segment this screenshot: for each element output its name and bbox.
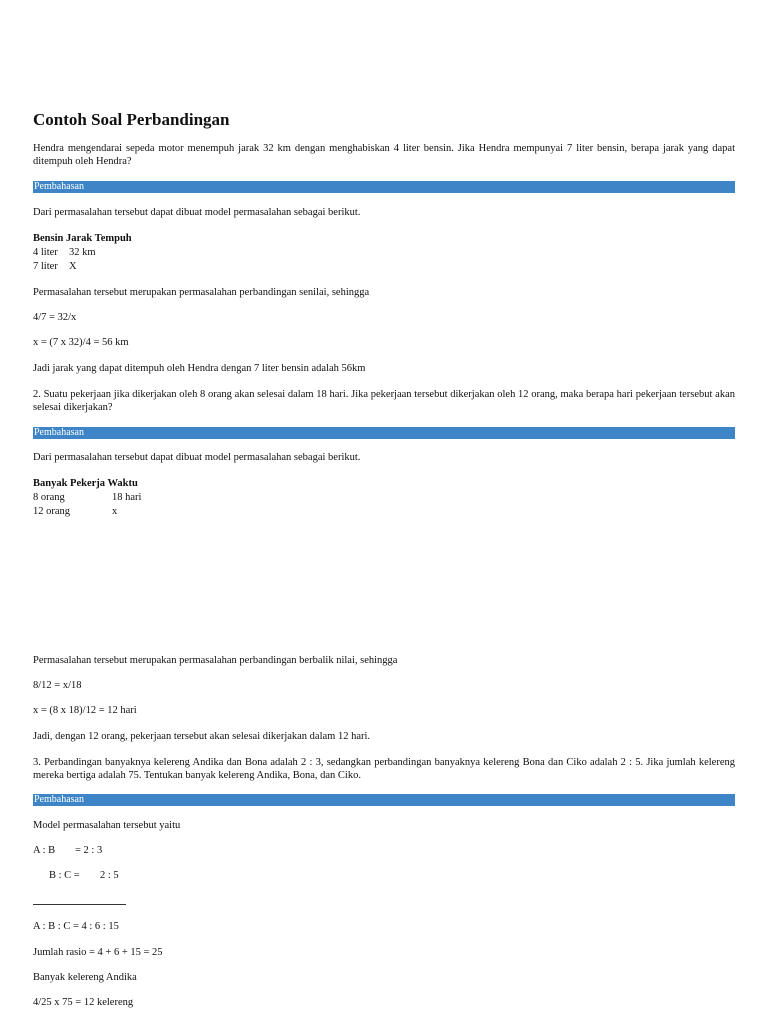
q3-pembahasan-label: Pembahasan — [34, 794, 84, 805]
q1-conclusion: Jadi jarak yang dapat ditempuh oleh Hendra dengan 7 liter bensin adalah 56km — [33, 363, 366, 374]
q1-equation-2: x = (7 x 32)/4 = 56 km — [33, 337, 129, 348]
q2-table-row — [33, 492, 142, 505]
q1-row2-b: X — [69, 261, 77, 272]
q1-table-header: Bensin Jarak Tempuh — [33, 233, 132, 244]
q3-combined-ratio: A : B : C = 4 : 6 : 15 — [33, 921, 119, 932]
q2-pembahasan-bar — [33, 427, 735, 439]
q3-andika-label: Banyak kelereng Andika — [33, 972, 137, 983]
page-title: Contoh Soal Perbandingan — [33, 110, 230, 129]
q3-ratio-ab — [33, 845, 103, 858]
q1-equation-1: 4/7 = 32/x — [33, 312, 77, 323]
q1-pembahasan-bar — [33, 181, 735, 193]
divider-line — [33, 904, 126, 905]
q3-pembahasan-bar — [33, 794, 735, 806]
q2-row1-a: 8 orang — [33, 492, 65, 503]
q3-jumlah-rasio: Jumlah rasio = 4 + 6 + 15 = 25 — [33, 947, 163, 958]
q1-row1-a: 4 liter — [33, 247, 58, 258]
q2-question: 2. Suatu pekerjaan jika dikerjakan oleh 8 orang akan selesai dalam 18 hari. Jika pekerjaan tersebut dikerjakan oleh 12 orang, maka berapa hari pekerjaan tersebut akan selesai dikerjakan? — [33, 389, 735, 413]
q3-ratio-bc-right: 2 : 5 — [100, 870, 119, 881]
q2-conclusion: Jadi, dengan 12 orang, pekerjaan tersebut akan selesai dikerjakan dalam 12 hari. — [33, 731, 371, 742]
q1-type-text: Permasalahan tersebut merupakan permasalahan perbandingan senilai, sehingga — [33, 287, 370, 298]
q1-pembahasan-label: Pembahasan — [34, 181, 84, 192]
q2-pembahasan-label: Pembahasan — [34, 427, 84, 438]
q3-ratio-ab-right: = 2 : 3 — [75, 845, 103, 856]
q2-table-header: Banyak Pekerja Waktu — [33, 478, 138, 489]
q1-table-row — [33, 261, 77, 274]
q2-row2-a: 12 orang — [33, 506, 71, 517]
q3-question: 3. Perbandingan banyaknya kelereng Andika dan Bona adalah 2 : 3, sedangkan perbandingan banyaknya kelereng Bona dan Ciko adalah 2 : 5. Jika jumlah kelereng mereka bertiga adalah 75. Tentukan banyak kelereng Andika, Bona, dan Ciko. — [33, 757, 735, 781]
q2-equation-1: 8/12 = x/18 — [33, 680, 82, 691]
q3-intro: Model permasalahan tersebut yaitu — [33, 820, 181, 831]
q2-table-row — [33, 506, 118, 519]
q2-row2-b: x — [112, 506, 118, 517]
q3-andika-calc: 4/25 x 75 = 12 kelereng — [33, 997, 134, 1008]
q2-intro: Dari permasalahan tersebut dapat dibuat model permasalahan sebagai berikut. — [33, 452, 361, 463]
q3-ratio-bc-left: B : C = — [49, 870, 80, 881]
q1-question: Hendra mengendarai sepeda motor menempuh jarak 32 km dengan menghabiskan 4 liter bensin. Jika Hendra mempunyai 7 liter bensin, berapa jarak yang dapat ditempuh oleh Hendra? — [33, 143, 735, 167]
q1-row1-b: 32 km — [69, 247, 96, 258]
q1-row2-a: 7 liter — [33, 261, 58, 272]
q2-equation-2: x = (8 x 18)/12 = 12 hari — [33, 705, 137, 716]
q2-row1-b: 18 hari — [112, 492, 142, 503]
q1-table-row — [33, 247, 96, 260]
q3-ratio-ab-left: A : B — [33, 845, 56, 856]
q1-intro: Dari permasalahan tersebut dapat dibuat model permasalahan sebagai berikut. — [33, 207, 361, 218]
q2-type-text: Permasalahan tersebut merupakan permasalahan perbandingan berbalik nilai, sehingga — [33, 655, 398, 666]
